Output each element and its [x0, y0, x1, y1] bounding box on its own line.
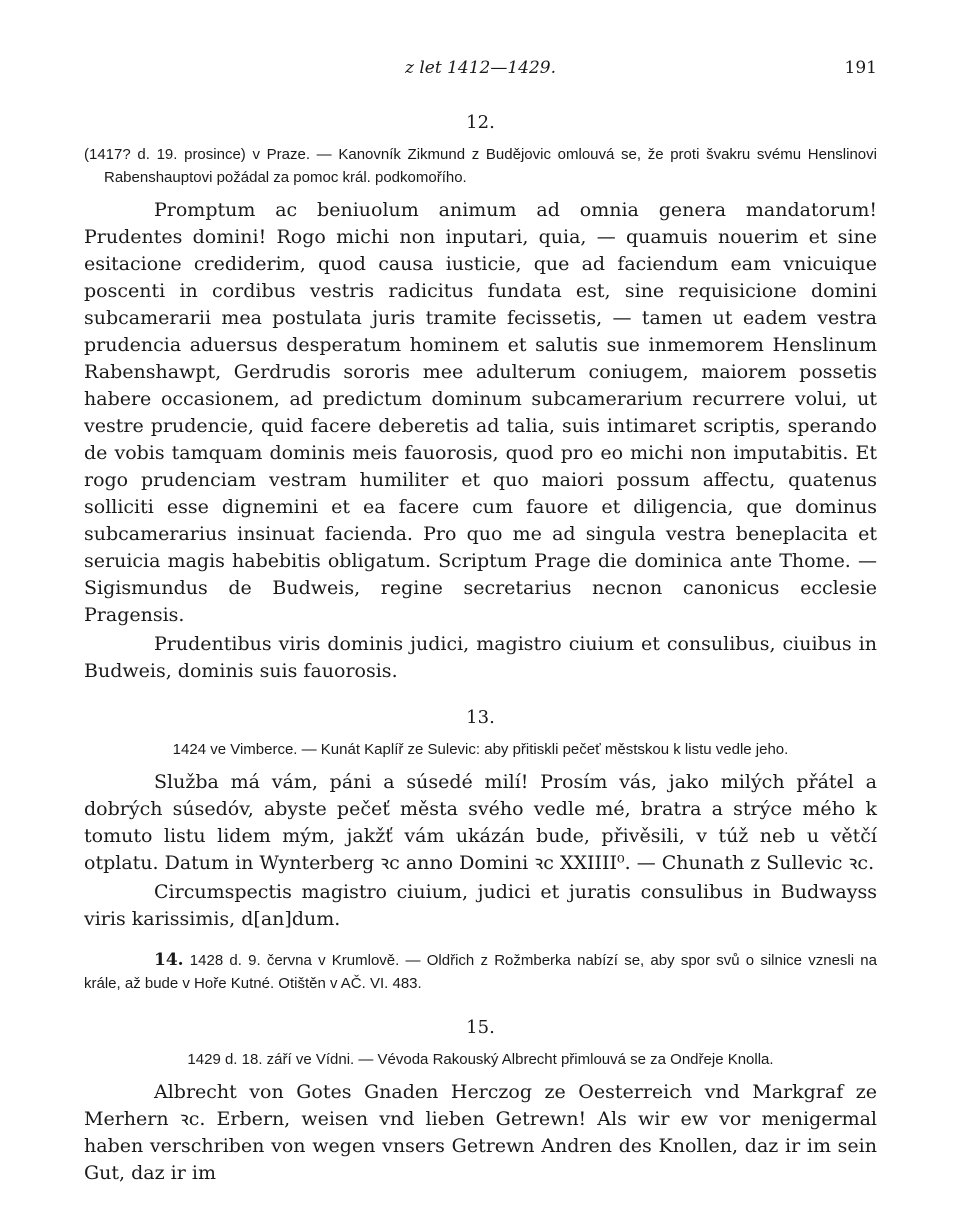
- document-12-address: Prudentibus viris dominis judici, magistro ciuium et consulibus, ciuibus in Budweis, dominis suis fauorosis.: [84, 633, 877, 682]
- document-13-text: Služba má vám, páni a súsedé milí! Prosím vás, jako milých přátel a dobrých súsedóv, abyste pečeť města svého vedle mé, bratra a strýce mého k tomuto listu lidem mým, jakžť vám ukázán bude, přivěsili, v túž neb u větčí otplatu. Datum in Wynterberg ꝛc anno Domini ꝛc XXIIII⁰. — Chunath z Sullevic ꝛc.: [84, 771, 877, 874]
- document-13-regest: 1424 ve Vimberce. — Kunát Kaplíř ze Sulevic: aby přitiskli pečeť městskou k listu vedle jeho.: [172, 741, 789, 758]
- document-number-12: 12.: [466, 112, 495, 133]
- document-number-15: 15.: [466, 1017, 495, 1038]
- document-number-14: 14.: [154, 950, 184, 970]
- page: [84, 58, 877, 1187]
- page-number: 191: [844, 58, 877, 78]
- document-15-regest: 1429 d. 18. září ve Vídni. — Vévoda Rakouský Albrecht přimlouvá se za Ondřeje Knolla.: [187, 1051, 774, 1068]
- running-head: [84, 58, 877, 88]
- document-13-address: Circumspectis magistro ciuium, judici et juratis consulibus in Budwayss viris karissimis, d[an]dum.: [84, 881, 877, 930]
- document-14-text: 1428 d. 9. června v Krumlově. — Oldřich z Rožmberka nabízí se, aby spor svů o silnice vznesli na krále, až bude v Hoře Kutné. Otištěn v AČ. VI. 483.: [84, 952, 877, 992]
- running-head-title: z let 1412—1429.: [404, 58, 557, 78]
- document-14-entry: [84, 949, 877, 995]
- document-12-regest: (1417? d. 19. prosince) v Praze. — Kanovník Zikmund z Budějovic omlouvá se, že proti švakru svému Henslinovi Rabenshauptovi požádal za pomoc král. podkomořího.: [84, 146, 877, 186]
- document-number-13: 13.: [466, 707, 495, 728]
- document-12-text: Promptum ac beniuolum animum ad omnia genera mandatorum! Prudentes domini! Rogo michi non inputari, quia, — quamuis nouerim et sine esitacione crediderim, quod causa iusticie, que ad faciendum eam vnicuique poscenti in cordibus vestris radicitus fundata est, sine requisicione domini subcamerarii mea postulata juris tramite fecissetis, — tamen ut eadem vestra prudencia aduersus desperatum hominem et salutis sue inmemorem Henslinum Rabenshawpt, Gerdrudis sororis mee adulterum coniugem, maiorem possetis habere occasionem, ad predictum dominum subcamerarium recurrere volui, ut vestre prudencie, quid facere deberetis ad talia, suis intimaret scriptis, sperando de vobis tamquam dominis meis fauorosis, quod pro eo michi non imputabitis. Et rogo prudenciam vestram humiliter et quo maiori possum affectu, quatenus solliciti esse dignemini et ea facere cum fauore et diligencia, que dominus subcamerarius insinuat facienda. Pro quo me ad singula vestra beneplacita et seruicia magis habebitis obligatum. Scriptum Prage die dominica ante Thome. — Sigismundus de Budweis, regine secretarius necnon canonicus ecclesie Pragensis.: [84, 199, 877, 626]
- document-15-text: Albrecht von Gotes Gnaden Herczog ze Oesterreich vnd Markgraf ze Merhern ꝛc. Erbern, weisen vnd lieben Getrewn! Als wir ew vor menigermal haben verschriben von wegen vnsers Getrewn Andren des Knollen, daz ir im sein Gut, daz ir im: [84, 1081, 877, 1184]
